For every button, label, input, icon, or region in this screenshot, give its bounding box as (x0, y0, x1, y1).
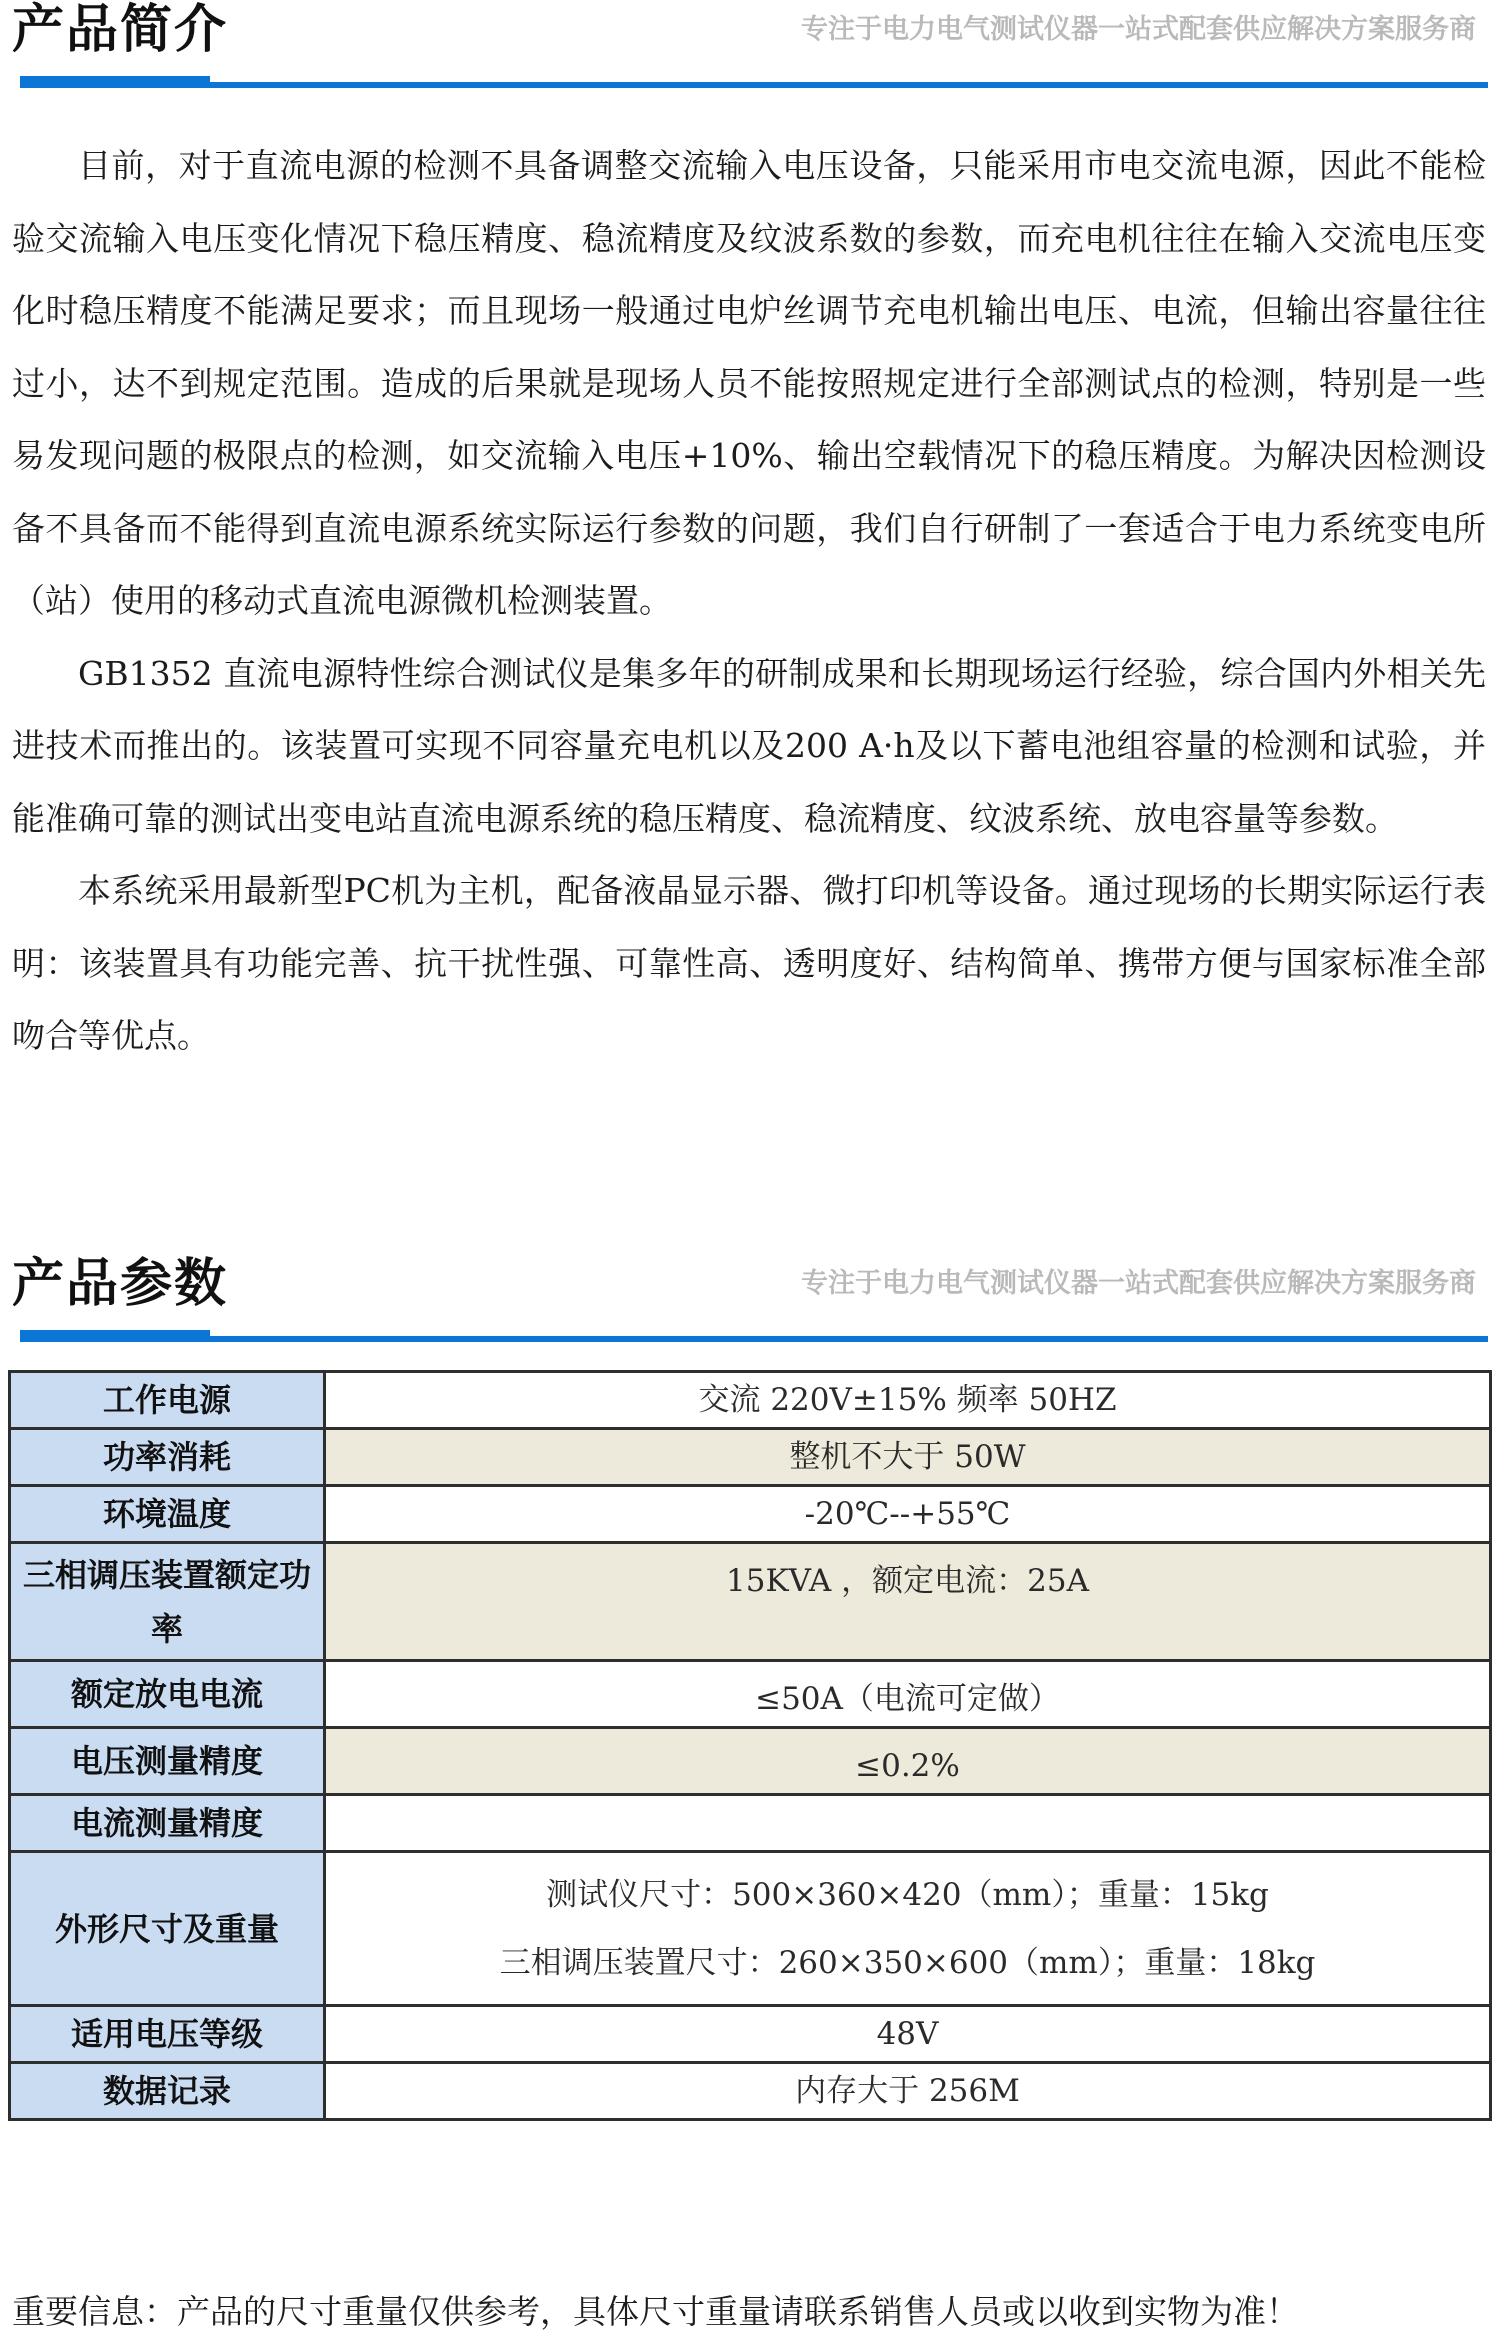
section-title: 产品参数 (12, 1254, 229, 1314)
section-header-params (12, 1254, 1488, 1344)
table-row (10, 1486, 1491, 1543)
footer-note: 重要信息：产品的尺寸重量仅供参考，具体尺寸重量请联系销售人员或以收到实物为准！ (12, 2292, 1299, 2331)
param-label: 额定放电电流 (10, 1661, 325, 1728)
param-value: 交流 220V±15% 频率 50HZ (325, 1372, 1491, 1429)
intro-paragraph: 目前，对于直流电源的检测不具备调整交流输入电压设备，只能采用市电交流电源，因此不能检验交流输入电压变化情况下稳压精度、稳流精度及纹波系数的参数，而充电机往往在输入交流电压变化时稳压精度不能满足要求；而且现场一般通过电炉丝调节充电机输出电压、电流，但输出容量往往过小，达不到规定范围。造成的后果就是现场人员不能按照规定进行全部测试点的检测，特别是一些易发现问题的极限点的检测，如交流输入电压+10%、输出空载情况下的稳压精度。为解决因检测设备不具备而不能得到直流电源系统实际运行参数的问题，我们自行研制了一套适合于电力系统变电所（站）使用的移动式直流电源微机检测装置。 (12, 146, 1486, 620)
param-label: 工作电源 (10, 1372, 325, 1429)
section-title: 产品简介 (12, 0, 229, 60)
param-value (325, 1852, 1491, 2006)
table-row (10, 1429, 1491, 1486)
param-label: 适用电压等级 (10, 2006, 325, 2063)
table-row (10, 2063, 1491, 2120)
table-row (10, 1795, 1491, 1852)
dimension-line: 测试仪尺寸：500×360×420（mm）；重量：15kg (546, 1876, 1269, 1913)
param-label: 电压测量精度 (10, 1728, 325, 1795)
table-row (10, 1728, 1491, 1795)
table-row (10, 1852, 1491, 2006)
dimension-line: 三相调压装置尺寸：260×350×600（mm）；重量：18kg (499, 1944, 1316, 1981)
param-label: 环境温度 (10, 1486, 325, 1543)
intro-paragraph: GB1352 直流电源特性综合测试仪是集多年的研制成果和长期现场运行经验，综合国内外相关先进技术而推出的。该装置可实现不同容量充电机以及200 A·h及以下蓄电池组容量的检测和试验，并能准确可靠的测试出变电站直流电源系统的稳压精度、稳流精度、纹波系统、放电容量等参数。 (12, 653, 1486, 838)
table-row (10, 2006, 1491, 2063)
param-value: 内存大于 256M (325, 2063, 1491, 2120)
intro-paragraph: 本系统采用最新型PC机为主机，配备液晶显示器、微打印机等设备。通过现场的长期实际运行表明：该装置具有功能完善、抗干扰性强、可靠性高、透明度好、结构简单、携带方便与国家标准全部吻合等优点。 (12, 871, 1486, 1055)
section-rule (20, 82, 1488, 88)
table-row (10, 1372, 1491, 1429)
param-value (325, 1795, 1491, 1852)
param-value: ≤0.2% (325, 1728, 1491, 1795)
param-label: 功率消耗 (10, 1429, 325, 1486)
param-label: 数据记录 (10, 2063, 325, 2120)
table-row (10, 1543, 1491, 1661)
param-label: 三相调压装置额定功率 (10, 1543, 325, 1661)
table-row (10, 1661, 1491, 1728)
section-tagline: 专注于电力电气测试仪器一站式配套供应解决方案服务商 (801, 1268, 1476, 1299)
section-rule (20, 1336, 1488, 1342)
param-label: 电流测量精度 (10, 1795, 325, 1852)
section-header-intro (12, 0, 1488, 90)
param-value: -20℃--+55℃ (325, 1486, 1491, 1543)
section-tagline: 专注于电力电气测试仪器一站式配套供应解决方案服务商 (801, 14, 1476, 45)
params-table (8, 1370, 1492, 2121)
param-value: 15KVA ，额定电流：25A (325, 1543, 1491, 1661)
product-intro (12, 130, 1486, 1073)
param-value: ≤50A（电流可定做） (325, 1661, 1491, 1728)
param-label: 外形尺寸及重量 (10, 1852, 325, 2006)
param-value: 整机不大于 50W (325, 1429, 1491, 1486)
param-value: 48V (325, 2006, 1491, 2063)
